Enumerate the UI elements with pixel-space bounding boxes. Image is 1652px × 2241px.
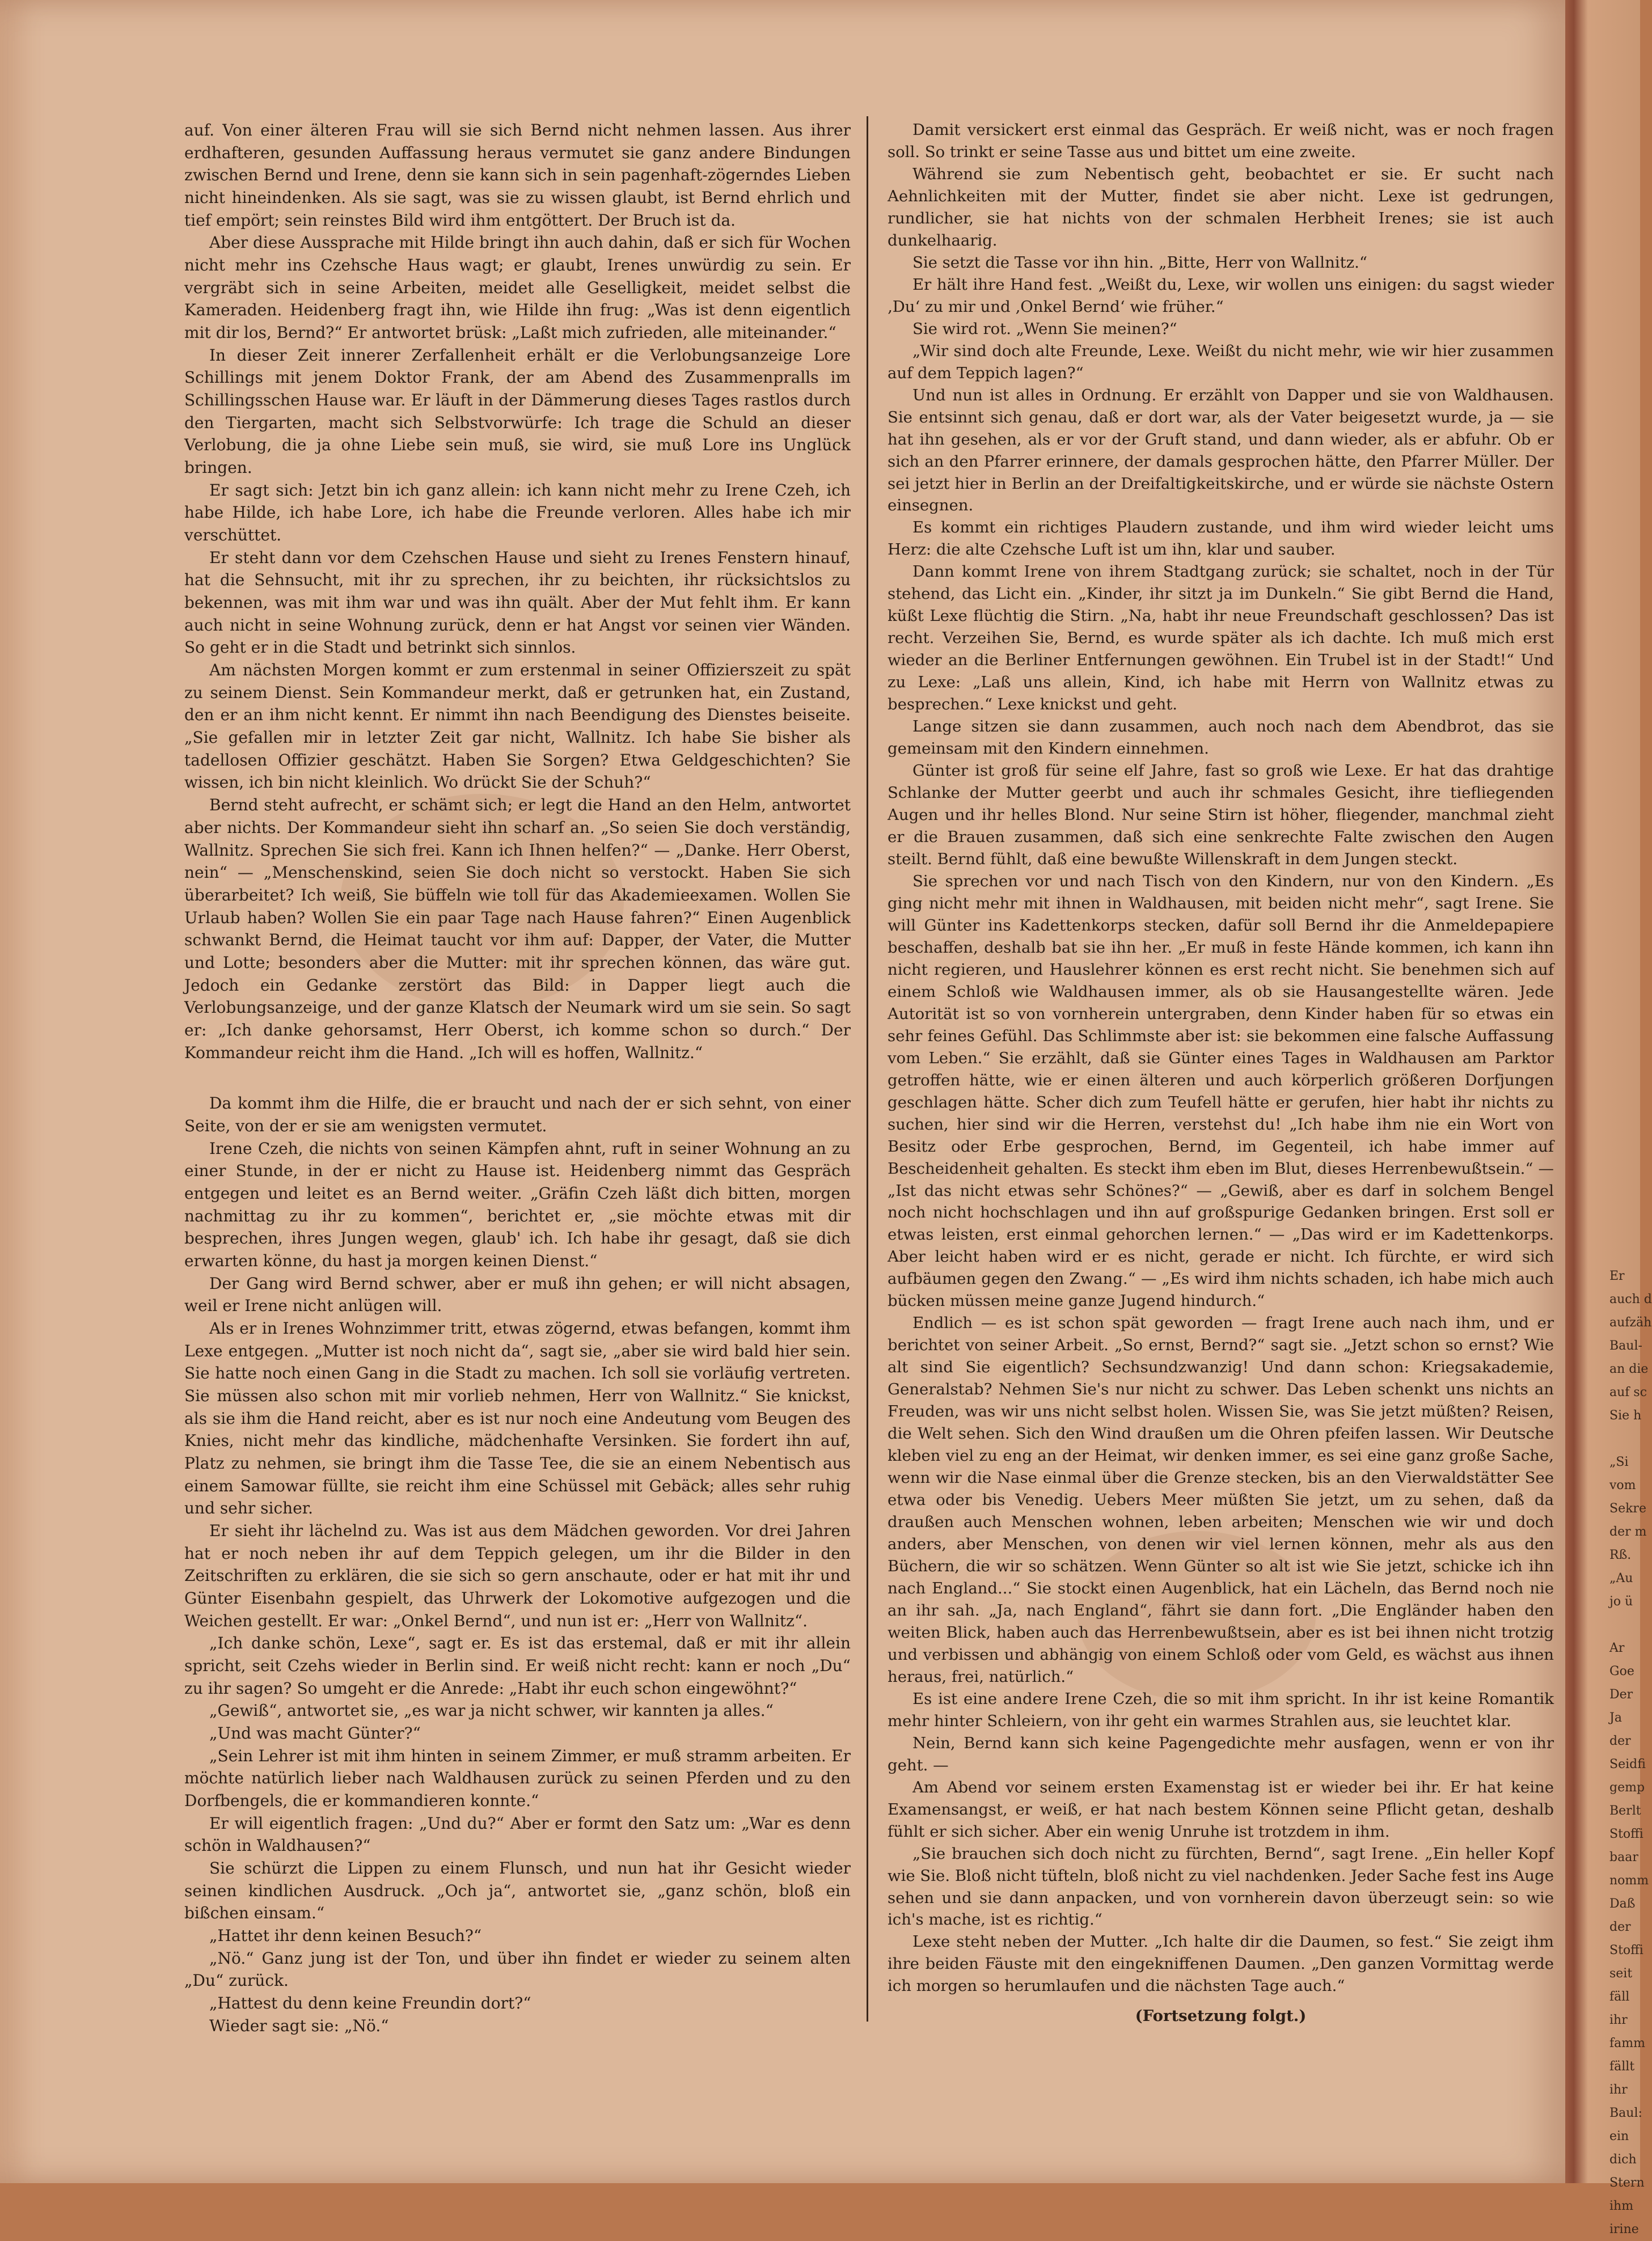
continuation-note: (Fortsetzung folgt.): [1135, 2007, 1307, 2026]
paragraph: Sie schürzt die Lippen zu einem Flunsch, und nun hat ihr Gesicht wieder seinen kindlichen Ausdruck. „Och ja“, antwortet sie, „ganz schön, bloß ein bißchen einsam.“: [184, 1859, 851, 1923]
paragraph: „Hattet ihr denn keinen Besuch?“: [209, 1926, 482, 1946]
column-divider: [867, 116, 868, 2022]
text-column-right: [888, 119, 1554, 2027]
paragraph: Während sie zum Nebentisch geht, beobachtet er sie. Er sucht nach Aehnlichkeiten mit der Mutter, findet sie aber nicht. Lexe ist gedrungen, rundlicher, sie hat nichts von der schmalen Herbheit Irenes; sie ist auch dunkelhaarig.: [888, 164, 1554, 250]
fringe-line: ihr: [1609, 2083, 1628, 2097]
paragraph: In dieser Zeit innerer Zerfallenheit erhält er die Verlobungsanzeige Lore Schillings mit jenem Doktor Frank, der am Abend des Zusammenpralls im Schillingsschen Hause war. Er läuft in der Dämmerung dieses Tages rastlos durch den Tiergarten, macht sich Selbstvorwürfe: Ich trage die Schuld an dieser Verlobung, die ja ohne Liebe sein muß, sie wird, sie muß Lore ins Unglück bringen.: [184, 345, 851, 477]
next-page-fringe: [1609, 1265, 1652, 2241]
fringe-line: „Si: [1609, 1455, 1629, 1469]
fringe-line: seit: [1609, 1967, 1633, 1981]
paragraph: Er steht dann vor dem Czehschen Hause und sieht zu Irenes Fenstern hinauf, hat die Sehnsucht, mit ihr zu sprechen, ihr zu beichten, ihr rücksichtslos zu bekennen, was mit ihm war und was ihn quält. Aber der Mut fehlt ihm. Er kann auch nicht in seine Wohnung zurück, denn er hat Angst vor seinen vier Wänden. So geht er in die Stadt und betrinkt sich sinnlos.: [184, 548, 851, 657]
fringe-line: Baul:: [1609, 2106, 1642, 2120]
paragraph: Endlich — es ist schon spät geworden — fragt Irene auch nach ihm, und er berichtet von seiner Arbeit. „So ernst, Bernd?“ sagt sie. „Jetzt schon so ernst? Wie alt sind Sie eigentlich? Sechsundzwanzig! Und dann schon: Kriegsakademie, Generalstab? Nehmen Sie's nur nicht zu schwer. Das Leben schenkt uns nichts an Freuden, was wir uns nicht selbst holen. Wissen Sie, was Sie jetzt müßten? Reisen, die Welt sehen. Sich den Wind draußen um die Ohren pfeifen lassen. Wir Deutsche kleben viel zu eng an der Heimat, wir denken immer, es sei eine ganz große Sache, wenn wir die Nase einmal über die Grenze stecken, bis an den Vierwaldstätter See etwa oder bis Venedig. Uebers Meer müßten Sie jetzt, um zu sehen, daß da draußen auch Menschen wohnen, leben arbeiten; Menschen wie wir und doch anders, aber Menschen, von denen wir viel lernen können, mehr als aus den Büchern, die wir so schätzen. Wenn Günter so alt ist wie Sie jetzt, schicke ich ihn nach England...“ Sie stockt einen Augenblick, hat ein Lächeln, das Bernd noch nie an ihr sah. „Ja, nach England“, fährt sie dann fort. „Die Engländer haben den weiten Blick, haben auch das Herrenbewußtsein, aber es ist bei ihnen nicht trotzig und verbissen und abhängig von einem Schloß oder vom Geld, es wächst aus ihnen heraus, frei, natürlich.“: [888, 1314, 1554, 1686]
paragraph: Er will eigentlich fragen: „Und du?“ Aber er formt den Satz um: „War es denn schön in Waldhausen?“: [184, 1813, 851, 1855]
paragraph: Irene Czeh, die nichts von seinen Kämpfen ahnt, ruft in seiner Wohnung an zu einer Stunde, in der er nicht zu Hause ist. Heidenberg nimmt das Gespräch entgegen und leitet es an Bernd weiter. „Gräfin Czeh läßt dich bitten, morgen nachmittag zu ihr zu kommen“, berichtet er, „sie möchte etwas mit dir besprechen, ihres Jungen wegen, glaub' ich. Ich habe ihr gesagt, daß sie dich erwarten könne, du hast ja morgen keinen Dienst.“: [184, 1139, 851, 1270]
fringe-line: ein: [1609, 2129, 1629, 2143]
fringe-line: Er: [1609, 1269, 1625, 1283]
fringe-line: [1609, 1613, 1640, 1637]
fringe-line: Rß.: [1609, 1548, 1632, 1562]
paragraph: „Nö.“ Ganz jung ist der Ton, und über ihn findet er wieder zu seinem alten „Du“ zurück.: [184, 1948, 851, 1990]
paragraph: Wieder sagt sie: „Nö.“: [209, 2016, 389, 2035]
fringe-line: Berlt: [1609, 1804, 1641, 1818]
paragraph: Bernd steht aufrecht, er schämt sich; er legt die Hand an den Helm, antwortet aber nichts. Der Kommandeur sieht ihn scharf an. „So seien Sie doch verständig, Wallnitz. Sprechen Sie sich frei. Kann ich Ihnen helfen?“ — „Danke. Herr Oberst, nein“ — „Menschenskind, seien Sie doch nicht so verstockt. Haben Sie sich überarbeitet? Ich weiß, Sie büffeln wie toll für das Akademieexamen. Wollen Sie Urlaub haben? Wollen Sie ein paar Tage nach Hause fahren?“ Einen Augenblick schwankt Bernd, die Heimat taucht vor ihm auf: Dapper, der Vater, die Mutter und Lotte; besonders aber die Mutter: mit ihr sprechen können, das wäre gut. Jedoch ein Gedanke zerstört das Bild: in Dapper liegt auch die Verlobungsanzeige, und der ganze Klatsch der Neumark wird um sie sein. So sagt er: „Ich danke gehorsamst, Herr Oberst, ich komme schon so durch.“ Der Kommandeur reicht ihm die Hand. „Ich will es hoffen, Wallnitz.“: [184, 796, 851, 1062]
fringe-line: Daß: [1609, 1897, 1636, 1911]
paragraph: „Sie brauchen sich doch nicht zu fürchten, Bernd“, sagt Irene. „Ein heller Kopf wie Sie. Bloß nicht tüfteln, bloß nicht zu viel nachdenken. Jeder Sache fest ins Auge sehen und sie dann anpacken, und von vornherein davon überzeugt sein: so wie ich's mache, ist es richtig.“: [888, 1844, 1554, 1929]
fringe-line: fällt: [1609, 2060, 1635, 2074]
fringe-line: jo ü: [1609, 1595, 1633, 1609]
paragraph: Sie setzt die Tasse vor ihn hin. „Bitte, Herr von Wallnitz.“: [912, 253, 1367, 272]
fringe-line: Goe: [1609, 1664, 1634, 1678]
fringe-line: Seidfi: [1609, 1757, 1646, 1771]
fringe-line: fäll: [1609, 1990, 1630, 2004]
paragraph: „Ich danke schön, Lexe“, sagt er. Es ist das erstemal, daß er mit ihr allein spricht, seit Czehs wieder in Berlin sind. Er weiß nicht recht: kann er noch „Du“ zu ihr sagen? So umgeht er die Anrede: „Habt ihr euch schon eingewöhnt?“: [184, 1634, 851, 1698]
paragraph: „Hattest du denn keine Freundin dort?“: [209, 1994, 531, 2013]
paragraph: Da kommt ihm die Hilfe, die er braucht und nach der er sich sehnt, von einer Seite, von der er sie am wenigsten vermutet.: [184, 1094, 851, 1135]
fringe-line: Sie h: [1609, 1409, 1642, 1423]
paragraph: Es kommt ein richtiges Plaudern zustande, und ihm wird wieder leicht ums Herz: die alte Czehsche Luft ist um ihn, klar und sauber.: [888, 518, 1554, 559]
paragraph: Aber diese Aussprache mit Hilde bringt ihn auch dahin, daß er sich für Wochen nicht mehr ins Czehsche Haus wagt; er glaubt, Irenes unwürdig zu sein. Er vergräbt sich in seine Arbeiten, meidet alle Geselligkeit, meidet selbst die Kameraden. Heidenberg fragt ihn, wie Hilde ihn frug: „Was ist denn eigentlich mit dir los, Bernd?“ Er antwortet brüsk: „Laßt mich zufrieden, alle miteinander.“: [184, 233, 851, 343]
fringe-line: vom: [1609, 1478, 1636, 1492]
fringe-line: dich: [1609, 2153, 1637, 2167]
paragraph: Der Gang wird Bernd schwer, aber er muß ihn gehen; er will nicht absagen, weil er Irene nicht anlügen will.: [184, 1274, 851, 1316]
paragraph: Er sieht ihr lächelnd zu. Was ist aus dem Mädchen geworden. Vor drei Jahren hat er noch neben ihr auf dem Teppich gelegen, um ihr die Bilder in den Zeitschriften zu erklären, die sie sich so gern anschaute, oder er hat mit ihr und Günter Eisenbahn gespielt, das Uhrwerk der Lokomotive aufgezogen und die Weichen gestellt. Er war: „Onkel Bernd“, und nun ist er: „Herr von Wallnitz“.: [184, 1521, 851, 1630]
fringe-line: der: [1609, 1920, 1631, 1934]
fringe-line: aufzäh: [1609, 1316, 1652, 1330]
paragraph: Günter ist groß für seine elf Jahre, fast so groß wie Lexe. Er hat das drahtige Schlanke der Mutter geerbt und auch ihr schmales Gesicht, ihre tiefliegenden Augen und ihr helles Blond. Nur seine Stirn ist höher, fliegender, manchmal zieht er die Brauen zusammen, daß sich eine senkrechte Falte zwischen den Augen steilt. Bernd fühlt, daß eine bewußte Willenskraft in dem Jungen steckt.: [888, 762, 1554, 868]
paragraph: „Wir sind doch alte Freunde, Lexe. Weißt du nicht mehr, wie wir hier zusammen auf dem Teppich lagen?“: [888, 341, 1554, 382]
paragraph: Am nächsten Morgen kommt er zum erstenmal in seiner Offizierszeit zu spät zu seinem Dienst. Sein Kommandeur merkt, daß er getrunken hat, ein Zustand, den er an ihm nicht kennt. Er nimmt ihn nach Beendigung des Dienstes beiseite. „Sie gefallen mir in letzter Zeit gar nicht, Wallnitz. Ich habe Sie bisher als tadellosen Offizier geschätzt. Haben Sie Sorgen? Etwa Geldgeschichten? Sie wissen, ich bin nicht kleinlich. Wo drückt Sie der Schuh?“: [184, 661, 851, 792]
paragraph: Es ist eine andere Irene Czeh, die so mit ihm spricht. In ihr ist keine Romantik mehr hinter Schleiern, von ihr geht ein warmes Strahlen aus, sie leuchtet klar.: [888, 1689, 1554, 1730]
fringe-line: auch d: [1609, 1292, 1652, 1306]
text-column-left: [184, 119, 851, 2037]
paragraph: Und nun ist alles in Ordnung. Er erzählt von Dapper und sie von Waldhausen. Sie entsinnt sich genau, daß er dort war, als der Vater beigesetzt wurde, ja — sie hat ihn gesehen, als er vor der Gruft stand, und dann wieder, als er abfuhr. Ob er sich an den Pfarrer erinnere, der damals gesprochen hätte, den Pfarrer Müller. Der sei jetzt hier in Berlin an der Dreifaltigkeitskirche, und er würde sie nächste Ostern einsegnen.: [888, 386, 1554, 515]
fringe-line: Stoffi: [1609, 1943, 1643, 1957]
fringe-line: ihr: [1609, 2013, 1628, 2027]
paragraph: Lexe steht neben der Mutter. „Ich halte dir die Daumen, so fest.“ Sie zeigt ihm ihre beiden Fäuste mit den eingekniffenen Daumen. „Den ganzen Vormittag werde ich morgen so herumlaufen und die nächsten Tage auch.“: [888, 1933, 1554, 1995]
fringe-line: Ar: [1609, 1641, 1625, 1655]
fringe-line: baar: [1609, 1850, 1638, 1864]
fringe-line: „Au: [1609, 1571, 1633, 1585]
paragraph: Sie sprechen vor und nach Tisch von den Kindern, nur von den Kindern. „Es ging nicht mehr mit ihnen in Waldhausen, mit beiden nicht mehr“, sagt Irene. Sie will Günter ins Kadettenkorps stecken, dafür soll Bernd ihr die Anmeldepapiere beschaffen, deshalb bat sie ihn her. „Er muß in feste Hände kommen, ich kann ihn nicht regieren, und Hauslehrer können es erst recht nicht. Sie benehmen sich auf einem Schloß wie Waldhausen immer, als ob sie Hausangestellte wären. Jede Autorität ist so von vornherein untergraben, denn Kinder haben für so etwas ein sehr feines Gefühl. Das Schlimmste aber ist: sie bekommen eine falsche Auffassung vom Leben.“ Sie erzählt, daß sie Günter eines Tages in Waldhausen am Parktor getroffen hätte, wie er einen älteren und auch körperlich größeren Dorfjungen geschlagen hätte. Scher dich zum Teufell hätte er gerufen, hier habt ihr nichts zu suchen, hier sind wir die Herren, verstehst du! „Ich habe ihm nie ein Wort von Besitz oder Erbe gesprochen, Bernd, im Gegenteil, ich habe immer auf Bescheidenheit gehalten. Es steckt ihm eben im Blut, dieses Herrenbewußtsein.“ — „Ist das nicht etwas sehr Schönes?“ — „Gewiß, aber es darf in solchem Bengel noch nicht hochschlagen und ihn auf großspurige Gedanken bringen. Erst soll er etwas leisten, erst einmal gehorchen lernen.“ — „Das wird er im Kadettenkorps. Aber leicht haben wird er es nicht, gerade er nicht. Ich fürchte, er wird sich aufbäumen gegen den Zwang.“ — „Es wird ihm nichts schaden, ich habe mich auch bücken müssen meine ganze Jugend hindurch.“: [888, 872, 1554, 1310]
fringe-line: an die: [1609, 1362, 1649, 1376]
fringe-line: Baul-: [1609, 1339, 1642, 1353]
paragraph: „Und was macht Günter?“: [209, 1724, 421, 1743]
paragraph: Als er in Irenes Wohnzimmer tritt, etwas zögernd, etwas befangen, kommt ihm Lexe entgegen. „Mutter ist noch nicht da“, sagt sie, „aber sie wird bald hier sein. Sie hatte noch einen Gang in die Stadt zu machen. Ich soll sie vorläufig vertreten. Sie müssen also schon mit mir vorlieb nehmen, Herr von Wallnitz.“ Sie knickst, als sie ihm die Hand reicht, aber es ist nur noch eine Andeutung vom Beugen des Knies, nicht mehr das kindliche, mädchenhafte Versinken. Sie fordert ihn auf, Platz zu nehmen, sie bringt ihm die Tasse Tee, die sie an einem Nebentisch aus einem Samowar füllte, sie reicht ihm eine Schüssel mit Gebäck; alles sehr ruhig und sehr sicher.: [184, 1318, 851, 1518]
paragraph: Dann kommt Irene von ihrem Stadtgang zurück; sie schaltet, noch in der Tür stehend, das Licht ein. „Kinder, ihr sitzt ja im Dunkeln.“ Sie gibt Bernd die Hand, küßt Lexe flüchtig die Stirn. „Na, habt ihr neue Freundschaft geschlossen? Das ist recht. Verzeihen Sie, Bernd, es wurde später als ich dachte. Ich muß mich erst wieder an die Berliner Entfernungen gewöhnen. Ein Trubel ist in der Stadt!“ Und zu Lexe: „Laß uns allein, Kind, ich habe mit Herrn von Wallnitz etwas zu besprechen.“ Lexe knickst und geht.: [888, 563, 1554, 714]
paragraph: Damit versickert erst einmal das Gespräch. Er weiß nicht, was er noch fragen soll. So trinkt er seine Tasse aus und bittet um eine zweite.: [888, 121, 1554, 161]
fringe-line: nomm: [1609, 1874, 1649, 1888]
fringe-line: famm: [1609, 2036, 1645, 2050]
fringe-line: ihm: [1609, 2199, 1634, 2213]
fringe-line: Der: [1609, 1688, 1633, 1702]
fringe-line: der: [1609, 1734, 1631, 1748]
paragraph: Er sagt sich: Jetzt bin ich ganz allein: ich kann nicht mehr zu Irene Czeh, ich habe Hilde, ich habe Lore, ich habe die Freunde verloren. Alles habe ich mir verschüttet.: [184, 480, 851, 545]
fringe-line: Stoffi: [1609, 1827, 1643, 1841]
paragraph: Lange sitzen sie dann zusammen, auch noch nach dem Abendbrot, das sie gemeinsam mit den Kindern einnehmen.: [888, 717, 1554, 758]
paragraph: auf. Von einer älteren Frau will sie sich Bernd nicht nehmen lassen. Aus ihrer erdhafteren, gesunden Auffassung heraus vermutet sie ganz andere Bindungen zwischen Bernd und Irene, denn sie kann sich in sein pagenhaft-zögerndes Lieben nicht hineindenken. Als sie sagt, was sie zu wissen glaubt, ist Bernd ehrlich und tief empört; sein reinstes Bild wird ihm entgöttert. Der Bruch ist da.: [184, 121, 851, 230]
fringe-line: gemp: [1609, 1781, 1645, 1795]
paragraph: Er hält ihre Hand fest. „Weißt du, Lexe, wir wollen uns einigen: du sagst wieder ‚Du‘ zu mir und ‚Onkel Bernd‘ wie früher.“: [888, 275, 1554, 316]
fringe-line: Ja: [1609, 1711, 1622, 1725]
fringe-line: [1609, 1427, 1640, 1451]
paragraph: Sie wird rot. „Wenn Sie meinen?“: [912, 319, 1177, 338]
fringe-line: irine: [1609, 2222, 1639, 2236]
paragraph: „Gewiß“, antwortet sie, „es war ja nicht schwer, wir kannten ja alles.“: [209, 1701, 774, 1720]
paragraph: „Sein Lehrer ist mit ihm hinten in seinem Zimmer, er muß stramm arbeiten. Er möchte natürlich lieber nach Waldhausen zurück zu seinen Pferden und zu den Dorfbengels, die er kommandieren konnte.“: [184, 1746, 851, 1811]
fringe-line: Sekre: [1609, 1502, 1646, 1516]
fringe-line: auf sc: [1609, 1385, 1647, 1399]
paragraph: Am Abend vor seinem ersten Examenstag ist er wieder bei ihr. Er hat keine Examensangst, er weiß, er hat nach bestem Können seine Pflicht getan, deshalb fühlt er sich sicher. Aber ein wenig Unruhe ist trotzdem in ihm.: [888, 1778, 1554, 1841]
fringe-line: Stern: [1609, 2176, 1645, 2190]
paragraph: Nein, Bernd kann sich keine Pagengedichte mehr ausfagen, wenn er von ihr geht. —: [888, 1733, 1554, 1774]
fringe-line: der m: [1609, 1525, 1647, 1539]
